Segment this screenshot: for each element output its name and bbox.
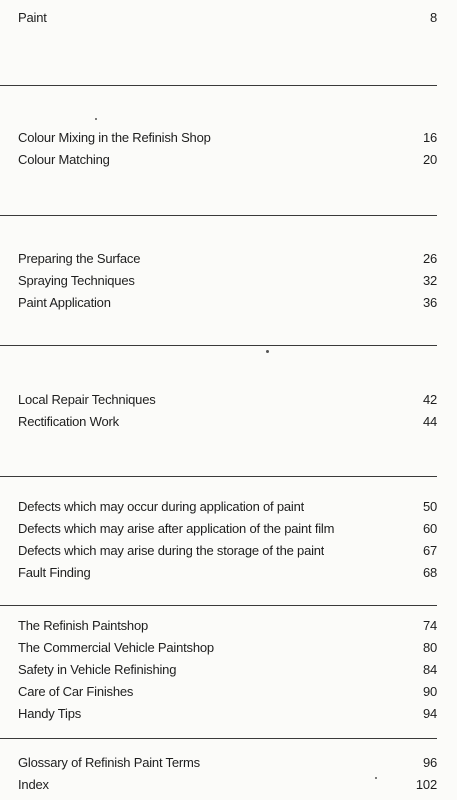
toc-entry-title: Colour Mixing in the Refinish Shop <box>18 130 211 145</box>
toc-entry-page: 8 <box>429 10 437 25</box>
section-divider <box>0 85 437 86</box>
toc-entry[interactable] <box>18 248 437 270</box>
toc-entry-title: Defects which may occur during application of paint <box>18 499 305 514</box>
toc-entry-page: 90 <box>422 684 437 699</box>
toc-entry[interactable] <box>18 127 437 149</box>
toc-entry-page: 26 <box>422 251 437 266</box>
toc-entry-page: 36 <box>422 295 437 310</box>
toc-entry[interactable] <box>18 562 437 584</box>
toc-entry[interactable] <box>18 149 437 171</box>
toc-entry-title: Local Repair Techniques <box>18 392 156 407</box>
toc-entry[interactable] <box>18 389 437 411</box>
toc-entry-title: Defects which may arise during the storage of the paint <box>18 543 325 558</box>
toc-entry-title: Paint <box>18 10 47 25</box>
toc-entry-page: 96 <box>422 755 437 770</box>
toc-entry-title: Colour Matching <box>18 152 110 167</box>
toc-entry-title: Safety in Vehicle Refinishing <box>18 662 177 677</box>
section-divider <box>0 345 437 346</box>
toc-entry-page: 42 <box>422 392 437 407</box>
toc-entry-page: 102 <box>415 777 437 792</box>
toc-entry-page: 32 <box>422 273 437 288</box>
toc-entry[interactable] <box>18 681 437 703</box>
toc-entry-title: Fault Finding <box>18 565 91 580</box>
toc-entry[interactable] <box>18 292 437 314</box>
toc-entry-page: 94 <box>422 706 437 721</box>
toc-entry-page: 80 <box>422 640 437 655</box>
toc-entry[interactable] <box>18 659 437 681</box>
section-divider <box>0 738 437 739</box>
toc-entry-page: 44 <box>422 414 437 429</box>
scan-speck <box>266 350 269 353</box>
toc-entry-page: 68 <box>422 565 437 580</box>
toc-entry-title: Paint Application <box>18 295 111 310</box>
toc-entry[interactable] <box>18 540 437 562</box>
toc-entry[interactable] <box>18 615 437 637</box>
toc-entry-page: 60 <box>422 521 437 536</box>
toc-entry-title: Preparing the Surface <box>18 251 141 266</box>
toc-entry[interactable] <box>18 752 437 774</box>
toc-entry[interactable] <box>18 411 437 433</box>
toc-entry-page: 50 <box>422 499 437 514</box>
toc-entry-title: Glossary of Refinish Paint Terms <box>18 755 200 770</box>
scan-speck <box>375 777 377 779</box>
toc-entry-title: Care of Car Finishes <box>18 684 134 699</box>
toc-entry-page: 20 <box>422 152 437 167</box>
section-divider <box>0 476 437 477</box>
toc-entry-page: 67 <box>422 543 437 558</box>
toc-entry-page: 74 <box>422 618 437 633</box>
toc-entry-title: Defects which may arise after application of the paint film <box>18 521 335 536</box>
toc-entry[interactable] <box>18 637 437 659</box>
toc-entry-title: Spraying Techniques <box>18 273 135 288</box>
toc-entry[interactable] <box>18 270 437 292</box>
section-divider <box>0 215 437 216</box>
toc-entry[interactable] <box>18 703 437 725</box>
toc-entry[interactable] <box>18 518 437 540</box>
toc-entry[interactable] <box>18 496 437 518</box>
toc-entry-title: The Commercial Vehicle Paintshop <box>18 640 214 655</box>
toc-entry[interactable] <box>18 7 437 29</box>
section-divider <box>0 605 437 606</box>
scan-speck <box>95 118 97 120</box>
toc-entry-title: Rectification Work <box>18 414 119 429</box>
toc-entry-page: 84 <box>422 662 437 677</box>
toc-entry-title: Index <box>18 777 49 792</box>
toc-entry-page: 16 <box>422 130 437 145</box>
toc-entry-title: Handy Tips <box>18 706 82 721</box>
toc-entry-title: The Refinish Paintshop <box>18 618 149 633</box>
